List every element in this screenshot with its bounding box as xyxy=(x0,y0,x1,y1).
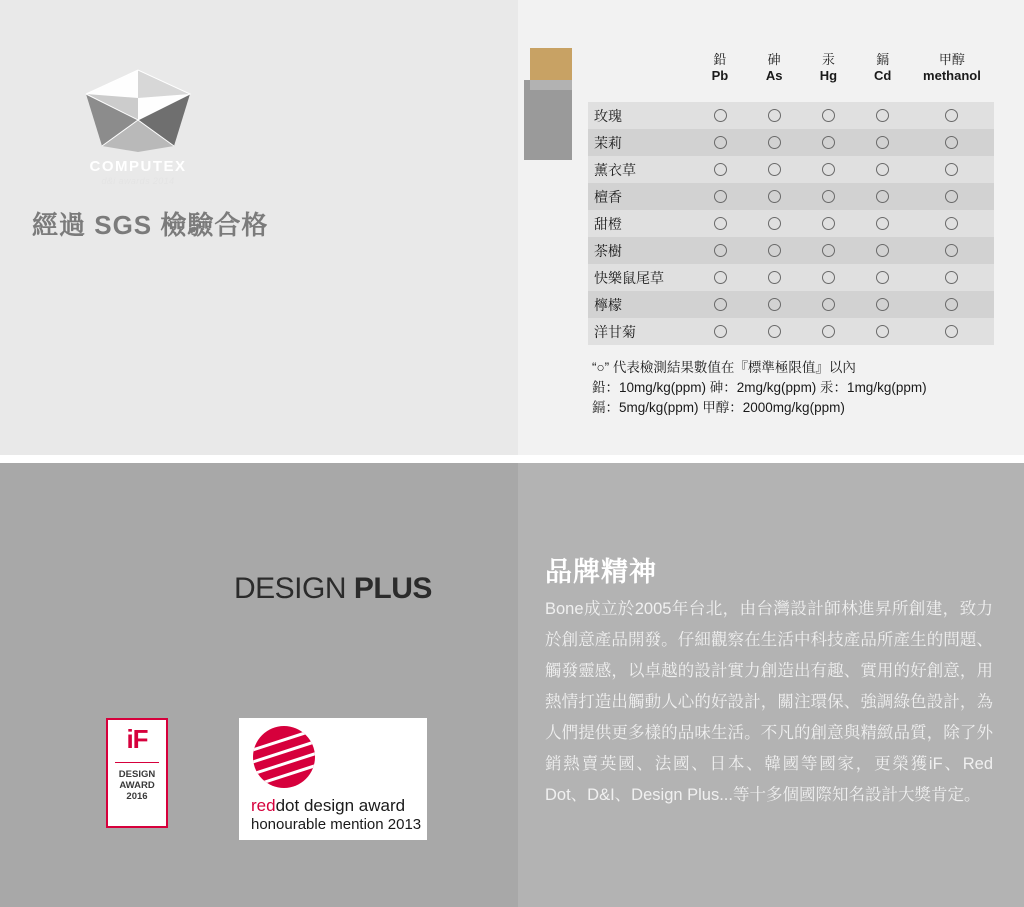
computex-mark-icon xyxy=(78,68,198,154)
result-cell-hg xyxy=(801,325,855,338)
brand-spirit-title: 品牌精神 xyxy=(545,557,657,587)
row-label: 玫瑰 xyxy=(594,107,622,124)
pass-circle-icon xyxy=(822,325,835,338)
pass-circle-icon xyxy=(945,325,958,338)
pass-circle-icon xyxy=(768,190,781,203)
reddot-sphere-icon xyxy=(253,726,315,788)
sgs-results-table xyxy=(588,44,994,345)
sgs-note-line-1: “○” 代表檢測結果數值在『標準極限值』以內 xyxy=(592,360,856,375)
pass-circle-icon xyxy=(876,136,889,149)
pass-circle-icon xyxy=(945,271,958,284)
row-label: 快樂鼠尾草 xyxy=(594,269,664,286)
result-cell-as xyxy=(747,244,801,257)
pass-circle-icon xyxy=(945,217,958,230)
pass-circle-icon xyxy=(714,298,727,311)
result-cell-methanol xyxy=(910,325,994,338)
table-row xyxy=(588,237,994,264)
reddot-red-word: red xyxy=(251,796,276,815)
result-cell-methanol xyxy=(910,190,994,203)
result-cell-methanol xyxy=(910,109,994,122)
brand-spirit-body: Bone成立於2005年台北，由台灣設計師林進昇所創建，致力於創意產品開發。仔細觀察在生活中科技產品所產生的問題、觸發靈感，以卓越的設計實力創造出有趣、實用的好創意，用熱情打造出觸動人心的好設計，關注環保、強調綠色設計，為人們提供更多樣的品味生活。不凡的創意與精緻品質，除了外銷熱賣英國、法國、日本、韓國等國家，更榮獲iF、Red Dot、D&I、Design Plus...等十多個國際知名設計大獎肯定。 xyxy=(545,600,993,804)
column-header-as xyxy=(747,44,801,84)
result-cell-cd xyxy=(856,109,910,122)
pass-circle-icon xyxy=(768,136,781,149)
if-wordmark: iF xyxy=(126,724,148,754)
pass-circle-icon xyxy=(876,244,889,257)
pass-circle-icon xyxy=(768,325,781,338)
sgs-title: 經過 SGS 檢驗合格 xyxy=(32,210,269,240)
sgs-note-line-3: 鎘：5mg/kg(ppm) 甲醇：2000mg/kg(ppm) xyxy=(592,400,845,415)
if-award-line-3: 2016 xyxy=(126,791,148,802)
if-design-award-logo xyxy=(106,718,168,828)
product-body-shape xyxy=(524,80,572,160)
if-award-line-2: AWARD xyxy=(119,780,155,791)
result-cell-as xyxy=(747,109,801,122)
pass-circle-icon xyxy=(714,244,727,257)
result-cell-as xyxy=(747,325,801,338)
result-cell-methanol xyxy=(910,298,994,311)
pass-circle-icon xyxy=(876,217,889,230)
pass-circle-icon xyxy=(945,298,958,311)
pass-circle-icon xyxy=(945,136,958,149)
pass-circle-icon xyxy=(945,244,958,257)
sgs-note-line-2: 鉛：10mg/kg(ppm) 砷：2mg/kg(ppm) 汞：1mg/kg(ppm) xyxy=(592,380,927,395)
result-cell-cd xyxy=(856,163,910,176)
table-row xyxy=(588,156,994,183)
pass-circle-icon xyxy=(876,298,889,311)
pass-circle-icon xyxy=(714,271,727,284)
result-cell-cd xyxy=(856,217,910,230)
column-header-hg-en: Hg xyxy=(819,68,838,83)
reddot-subtitle: honourable mention 2013 xyxy=(251,816,422,833)
pass-circle-icon xyxy=(822,298,835,311)
if-award-text xyxy=(115,762,159,802)
pass-circle-icon xyxy=(768,298,781,311)
column-header-methanol-cn: 甲醇 xyxy=(938,52,965,67)
row-label: 茶樹 xyxy=(594,242,622,259)
pass-circle-icon xyxy=(768,271,781,284)
result-cell-hg xyxy=(801,109,855,122)
result-cell-as xyxy=(747,163,801,176)
result-cell-cd xyxy=(856,136,910,149)
reddot-title xyxy=(251,796,405,816)
result-cell-methanol xyxy=(910,136,994,149)
result-cell-hg xyxy=(801,271,855,284)
result-cell-as xyxy=(747,136,801,149)
column-header-hg-cn: 汞 xyxy=(821,52,835,67)
computex-award-logo xyxy=(76,68,200,186)
table-header-row xyxy=(588,44,994,102)
result-cell-pb xyxy=(693,298,747,311)
result-cell-hg xyxy=(801,217,855,230)
pass-circle-icon xyxy=(876,325,889,338)
brand-left-band xyxy=(0,463,518,907)
pass-circle-icon xyxy=(876,190,889,203)
column-header-pb xyxy=(693,44,747,84)
table-row xyxy=(588,291,994,318)
table-row xyxy=(588,129,994,156)
pass-circle-icon xyxy=(822,217,835,230)
row-label: 茉莉 xyxy=(594,134,622,151)
pass-circle-icon xyxy=(714,109,727,122)
row-label: 檀香 xyxy=(594,188,622,205)
result-cell-pb xyxy=(693,217,747,230)
column-header-as-en: As xyxy=(765,68,783,83)
row-label: 薰衣草 xyxy=(594,161,636,178)
pass-circle-icon xyxy=(876,109,889,122)
result-cell-cd xyxy=(856,244,910,257)
table-row xyxy=(588,210,994,237)
pass-circle-icon xyxy=(876,163,889,176)
result-cell-hg xyxy=(801,136,855,149)
pass-circle-icon xyxy=(945,163,958,176)
column-header-methanol-en: methanol xyxy=(923,68,981,83)
pass-circle-icon xyxy=(768,244,781,257)
pass-circle-icon xyxy=(714,217,727,230)
pass-circle-icon xyxy=(714,325,727,338)
pass-circle-icon xyxy=(714,163,727,176)
column-header-pb-cn: 鉛 xyxy=(713,52,727,67)
column-header-hg xyxy=(801,44,855,84)
result-cell-hg xyxy=(801,190,855,203)
design-plus-light: DESIGN xyxy=(234,572,354,605)
row-label: 洋甘菊 xyxy=(594,323,636,340)
pass-circle-icon xyxy=(714,136,727,149)
result-cell-pb xyxy=(693,325,747,338)
column-header-as-cn: 砷 xyxy=(767,52,781,67)
pass-circle-icon xyxy=(876,271,889,284)
product-cap-shape xyxy=(530,48,572,80)
result-cell-cd xyxy=(856,298,910,311)
result-cell-hg xyxy=(801,298,855,311)
reddot-design-award-logo xyxy=(239,718,427,840)
result-cell-pb xyxy=(693,190,747,203)
pass-circle-icon xyxy=(822,163,835,176)
computex-subtitle: d&i awards 2014 xyxy=(101,176,175,186)
result-cell-methanol xyxy=(910,244,994,257)
result-cell-methanol xyxy=(910,217,994,230)
row-label: 檸檬 xyxy=(594,296,622,313)
reddot-award-word: design award xyxy=(299,796,406,815)
result-cell-pb xyxy=(693,244,747,257)
result-cell-cd xyxy=(856,190,910,203)
result-cell-cd xyxy=(856,271,910,284)
result-cell-methanol xyxy=(910,271,994,284)
result-cell-as xyxy=(747,298,801,311)
table-row xyxy=(588,183,994,210)
column-header-methanol xyxy=(910,44,994,84)
design-plus-logo xyxy=(234,572,432,606)
result-cell-cd xyxy=(856,325,910,338)
pass-circle-icon xyxy=(822,190,835,203)
column-header-pb-en: Pb xyxy=(711,68,729,83)
pass-circle-icon xyxy=(822,109,835,122)
reddot-dark-word: dot xyxy=(275,796,300,815)
result-cell-pb xyxy=(693,136,747,149)
pass-circle-icon xyxy=(768,217,781,230)
pass-circle-icon xyxy=(822,136,835,149)
result-cell-hg xyxy=(801,163,855,176)
result-cell-pb xyxy=(693,109,747,122)
column-header-cd xyxy=(856,44,910,84)
column-header-cd-en: Cd xyxy=(874,68,892,83)
table-row xyxy=(588,318,994,345)
section-divider xyxy=(0,455,1024,463)
sgs-notes xyxy=(592,358,1012,418)
pass-circle-icon xyxy=(945,190,958,203)
result-cell-pb xyxy=(693,271,747,284)
pass-circle-icon xyxy=(945,109,958,122)
pass-circle-icon xyxy=(714,190,727,203)
pass-circle-icon xyxy=(768,163,781,176)
table-row xyxy=(588,264,994,291)
computex-wordmark: COMPUTEX xyxy=(89,158,187,175)
result-cell-methanol xyxy=(910,163,994,176)
product-image xyxy=(524,48,572,160)
if-award-line-1: DESIGN xyxy=(118,769,156,780)
pass-circle-icon xyxy=(822,244,835,257)
result-cell-pb xyxy=(693,163,747,176)
result-cell-as xyxy=(747,271,801,284)
result-cell-hg xyxy=(801,244,855,257)
design-plus-bold: PLUS xyxy=(353,572,432,605)
column-header-cd-cn: 鎘 xyxy=(876,52,890,67)
pass-circle-icon xyxy=(822,271,835,284)
row-label: 甜橙 xyxy=(594,215,622,232)
table-row xyxy=(588,102,994,129)
pass-circle-icon xyxy=(768,109,781,122)
result-cell-as xyxy=(747,217,801,230)
result-cell-as xyxy=(747,190,801,203)
